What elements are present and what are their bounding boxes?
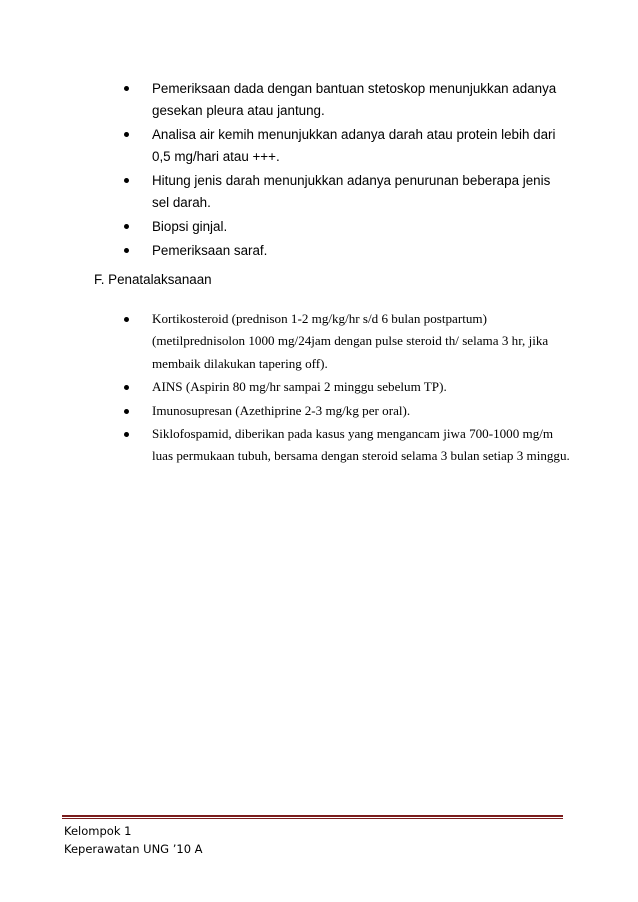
list-item xyxy=(124,240,564,262)
bullet-icon xyxy=(124,86,129,91)
footer-divider xyxy=(62,818,563,819)
list-item xyxy=(124,124,564,168)
list-item-text: Analisa air kemih menunjukkan adanya darah atau protein lebih dari 0,5 mg/hari atau +++. xyxy=(152,127,556,164)
bullet-icon xyxy=(124,409,129,414)
list-item-text: Pemeriksaan saraf. xyxy=(152,243,268,258)
list-item xyxy=(124,216,564,238)
bullet-icon xyxy=(124,385,129,390)
list-item xyxy=(124,78,564,122)
footer-class-name: Keperawatan UNG ’10 A xyxy=(64,842,203,856)
list-item-text: Siklofospamid, diberikan pada kasus yang mengancam jiwa 700-1000 mg/m luas permukaan tubuh, bersama dengan steroid selama 3 bulan setiap 3 minggu. xyxy=(152,426,570,464)
list-item-text: AINS (Aspirin 80 mg/hr sampai 2 minggu sebelum TP). xyxy=(152,379,447,395)
list-item-text: Pemeriksaan dada dengan bantuan stetoskop menunjukkan adanya gesekan pleura atau jantung. xyxy=(152,81,557,118)
bullet-icon xyxy=(124,317,129,322)
section-heading: F. Penatalaksanaan xyxy=(94,272,212,287)
bullet-icon xyxy=(124,224,129,229)
list-item-text: Imunosupresan (Azethiprine 2-3 mg/kg per oral). xyxy=(152,402,411,418)
list-item-text: Kortikosteroid (prednison 1-2 mg/kg/hr s/d 6 bulan postpartum) (metilprednisolon 1000 mg/24jam dengan pulse steroid th/ selama 3 hr, jika membaik dilakukan tapering off). xyxy=(152,311,549,371)
list-item xyxy=(124,308,574,375)
footer-group-name: Kelompok 1 xyxy=(64,824,132,838)
list-item-text: Biopsi ginjal. xyxy=(152,219,228,234)
list-item xyxy=(124,423,574,468)
examination-list xyxy=(124,78,564,264)
list-item xyxy=(124,376,574,398)
bullet-icon xyxy=(124,432,129,437)
bullet-icon xyxy=(124,248,129,253)
page-footer xyxy=(64,822,203,858)
list-item-text: Hitung jenis darah menunjukkan adanya penurunan beberapa jenis sel darah. xyxy=(152,173,551,210)
footer-divider xyxy=(62,815,563,817)
list-item xyxy=(124,400,574,422)
bullet-icon xyxy=(124,178,129,183)
treatment-list xyxy=(124,308,574,469)
bullet-icon xyxy=(124,132,129,137)
list-item xyxy=(124,170,564,214)
